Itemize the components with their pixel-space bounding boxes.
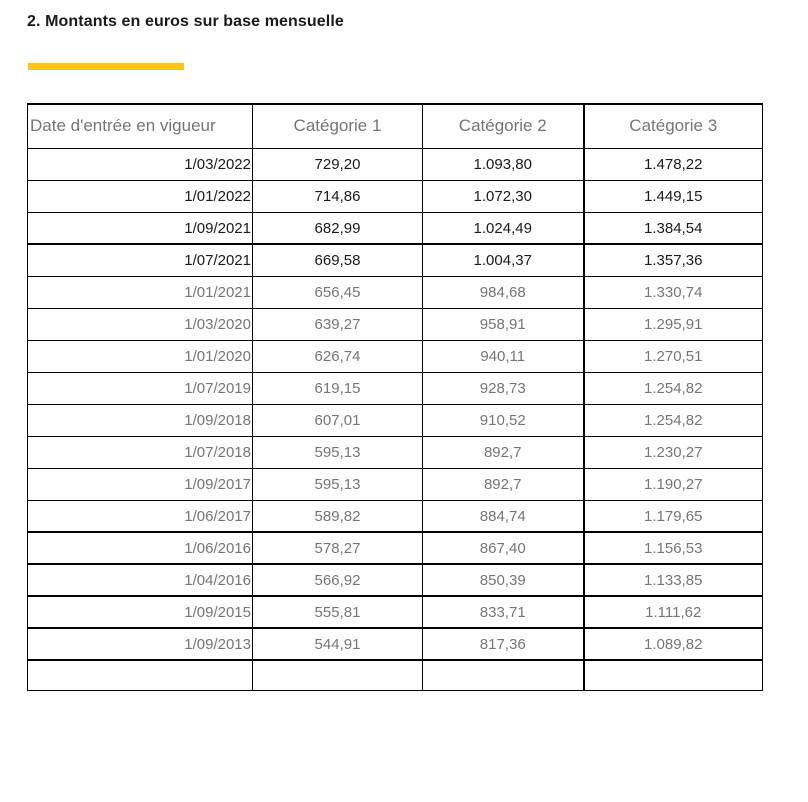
table-header <box>28 104 763 148</box>
cell-category-1: 656,45 <box>253 276 423 308</box>
cell-category-3: 1.254,82 <box>584 372 763 404</box>
table-row <box>28 532 763 564</box>
cell-category-2: 940,11 <box>423 340 584 372</box>
cell-category-3: 1.295,91 <box>584 308 763 340</box>
cell-category-3: 1.156,53 <box>584 532 763 564</box>
table-row <box>28 500 763 532</box>
table-row <box>28 308 763 340</box>
cell-category-2: 833,71 <box>423 596 584 628</box>
cell-category-3: 1.133,85 <box>584 564 763 596</box>
cell-date: 1/09/2015 <box>28 596 253 628</box>
table-row <box>28 564 763 596</box>
table-row <box>28 276 763 308</box>
cell-category-1: 619,15 <box>253 372 423 404</box>
cell-category-2: 1.093,80 <box>423 148 584 180</box>
table-row <box>28 340 763 372</box>
amounts-table-container <box>27 103 763 691</box>
cell-category-1: 555,81 <box>253 596 423 628</box>
table-row <box>28 372 763 404</box>
header-category-3: Catégorie 3 <box>584 104 763 148</box>
table-row <box>28 596 763 628</box>
cell-category-3: 1.111,62 <box>584 596 763 628</box>
cell-date: 1/03/2020 <box>28 308 253 340</box>
table-row <box>28 660 763 690</box>
cell-category-1: 566,92 <box>253 564 423 596</box>
cell-category-2: 1.004,37 <box>423 244 584 276</box>
cell-category-2 <box>423 660 584 690</box>
cell-category-1: 578,27 <box>253 532 423 564</box>
cell-category-2: 910,52 <box>423 404 584 436</box>
cell-category-1: 682,99 <box>253 212 423 244</box>
cell-category-1: 589,82 <box>253 500 423 532</box>
cell-category-3: 1.190,27 <box>584 468 763 500</box>
table-row <box>28 468 763 500</box>
cell-date: 1/01/2021 <box>28 276 253 308</box>
cell-category-1: 595,13 <box>253 436 423 468</box>
table-row <box>28 404 763 436</box>
cell-category-1 <box>253 660 423 690</box>
cell-category-3: 1.330,74 <box>584 276 763 308</box>
cell-date: 1/09/2017 <box>28 468 253 500</box>
cell-category-1: 729,20 <box>253 148 423 180</box>
table-body <box>28 148 763 690</box>
cell-category-2: 867,40 <box>423 532 584 564</box>
cell-category-1: 595,13 <box>253 468 423 500</box>
cell-category-3: 1.254,82 <box>584 404 763 436</box>
cell-category-1: 607,01 <box>253 404 423 436</box>
cell-date: 1/07/2021 <box>28 244 253 276</box>
cell-category-2: 928,73 <box>423 372 584 404</box>
cell-date: 1/06/2017 <box>28 500 253 532</box>
cell-category-1: 669,58 <box>253 244 423 276</box>
cell-category-1: 639,27 <box>253 308 423 340</box>
cell-date: 1/01/2022 <box>28 180 253 212</box>
cell-category-2: 884,74 <box>423 500 584 532</box>
cell-date: 1/09/2021 <box>28 212 253 244</box>
cell-category-2: 850,39 <box>423 564 584 596</box>
cell-date: 1/01/2020 <box>28 340 253 372</box>
cell-category-3: 1.089,82 <box>584 628 763 660</box>
cell-date: 1/07/2018 <box>28 436 253 468</box>
cell-category-3: 1.179,65 <box>584 500 763 532</box>
cell-category-3: 1.230,27 <box>584 436 763 468</box>
cell-date: 1/09/2013 <box>28 628 253 660</box>
cell-category-2: 892,7 <box>423 436 584 468</box>
cell-category-3: 1.449,15 <box>584 180 763 212</box>
cell-date: 1/04/2016 <box>28 564 253 596</box>
cell-category-1: 544,91 <box>253 628 423 660</box>
header-date: Date d'entrée en vigueur <box>28 104 253 148</box>
table-row <box>28 180 763 212</box>
cell-date: 1/09/2018 <box>28 404 253 436</box>
header-category-2: Catégorie 2 <box>423 104 584 148</box>
cell-category-2: 984,68 <box>423 276 584 308</box>
cell-date: 1/07/2019 <box>28 372 253 404</box>
cell-date: 1/06/2016 <box>28 532 253 564</box>
cell-category-3: 1.384,54 <box>584 212 763 244</box>
header-category-1: Catégorie 1 <box>253 104 423 148</box>
table-row <box>28 628 763 660</box>
cell-category-2: 1.024,49 <box>423 212 584 244</box>
cell-category-2: 892,7 <box>423 468 584 500</box>
cell-category-3 <box>584 660 763 690</box>
cell-category-3: 1.478,22 <box>584 148 763 180</box>
table-header-row <box>28 104 763 148</box>
cell-date <box>28 660 253 690</box>
cell-category-1: 626,74 <box>253 340 423 372</box>
title-accent-underline <box>28 63 184 70</box>
table-row <box>28 148 763 180</box>
cell-category-2: 1.072,30 <box>423 180 584 212</box>
cell-category-3: 1.270,51 <box>584 340 763 372</box>
amounts-table <box>27 103 763 691</box>
cell-category-2: 817,36 <box>423 628 584 660</box>
cell-category-2: 958,91 <box>423 308 584 340</box>
cell-category-3: 1.357,36 <box>584 244 763 276</box>
cell-date: 1/03/2022 <box>28 148 253 180</box>
table-row <box>28 244 763 276</box>
cell-category-1: 714,86 <box>253 180 423 212</box>
table-row <box>28 212 763 244</box>
table-row <box>28 436 763 468</box>
page-title: 2. Montants en euros sur base mensuelle <box>27 13 344 30</box>
